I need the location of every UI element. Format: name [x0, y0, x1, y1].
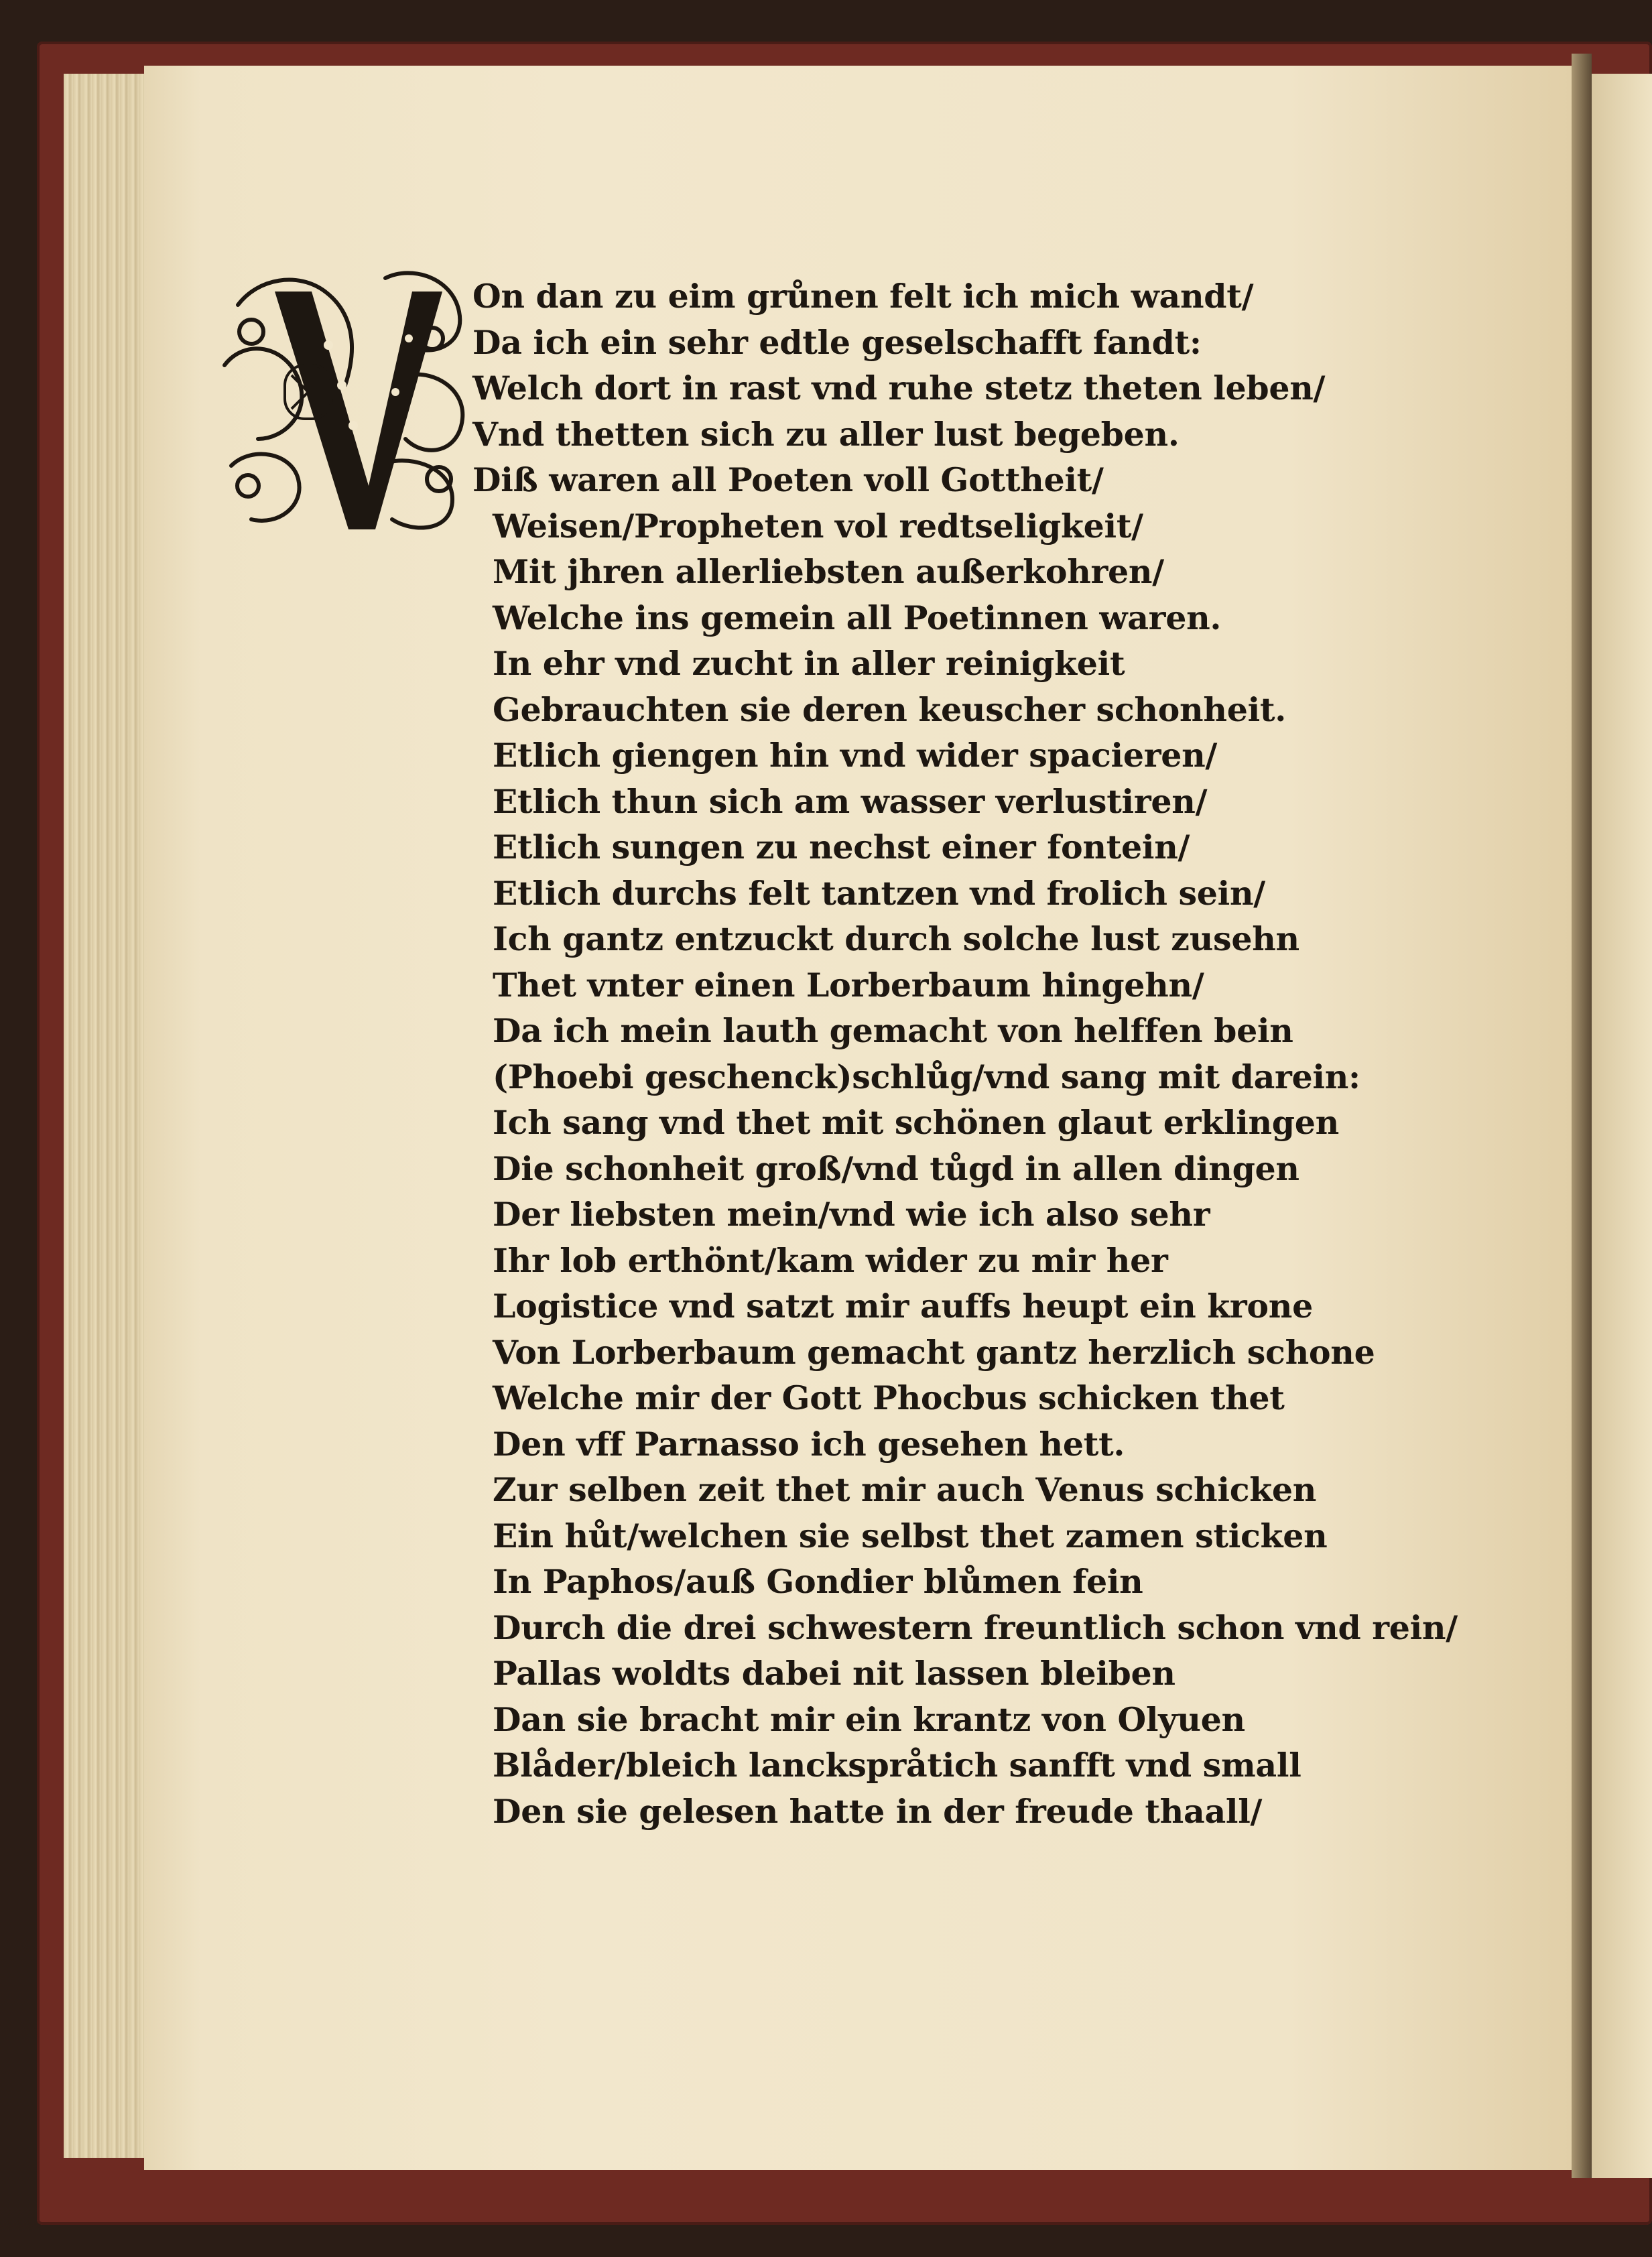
text-line: Weisen/Propheten vol redtseligkeit/: [493, 506, 1143, 545]
text-line: Ihr lob erthönt/kam wider zu mir her: [493, 1240, 1168, 1280]
text-line: Durch die drei schwestern freuntlich schon vnd rein/: [493, 1608, 1458, 1647]
facing-page-edge: [1592, 74, 1652, 2178]
text-line: Vnd thetten sich zu aller lust begeben.: [472, 414, 1180, 454]
text-line: Von Lorberbaum gemacht gantz herzlich schone: [493, 1332, 1375, 1372]
text-line: In Paphos/auß Gondier blůmen fein: [493, 1562, 1143, 1601]
text-line: (Phoebi geschenck)schlůg/vnd sang mit darein:: [493, 1057, 1360, 1096]
text-line: Den vff Parnasso ich gesehen hett.: [493, 1424, 1125, 1464]
text-line: Diß waren all Poeten voll Gottheit/: [472, 460, 1104, 499]
text-line: Thet vnter einen Lorberbaum hingehn/: [493, 965, 1204, 1005]
text-line: Etlich sungen zu nechst einer fontein/: [493, 828, 1190, 866]
text-line: Welche mir der Gott Phocbus schicken thet: [493, 1378, 1285, 1417]
text-line: Die schonheit groß/vnd tůgd in allen dingen: [493, 1149, 1299, 1188]
text-line: Welch dort in rast vnd ruhe stetz theten leben/: [472, 369, 1326, 407]
book-gutter: [1572, 54, 1592, 2178]
text-line: Da ich ein sehr edtle geselschafft fandt:: [472, 322, 1202, 362]
text-line: Ich sang vnd thet mit schönen glaut erklingen: [493, 1103, 1339, 1142]
poem-text: [472, 273, 1458, 1834]
decorated-initial-v: [211, 265, 479, 538]
text-line: Blåder/bleich lanckspråtich sanfft vnd small: [493, 1746, 1301, 1785]
text-line: Den sie gelesen hatte in der freude thaall/: [493, 1791, 1263, 1831]
text-line: Pallas woldts dabei nit lassen bleiben: [493, 1654, 1176, 1693]
text-line: Etlich durchs felt tantzen vnd frolich sein/: [493, 873, 1265, 913]
text-line: Welche ins gemein all Poetinnen waren.: [493, 598, 1222, 637]
text-line: Dan sie bracht mir ein krantz von Olyuen: [493, 1699, 1245, 1739]
text-line: Zur selben zeit thet mir auch Venus schicken: [493, 1470, 1317, 1509]
text-line: Da ich mein lauth gemacht von helffen bein: [493, 1011, 1293, 1050]
page-edges: [64, 74, 157, 2158]
text-line: Etlich giengen hin vnd wider spacieren/: [493, 736, 1218, 775]
text-line: Mit jhren allerliebsten außerkohren/: [493, 552, 1164, 591]
text-line: Ich gantz entzuckt durch solche lust zusehn: [493, 919, 1299, 958]
text-line: Der liebsten mein/vnd wie ich also sehr: [493, 1195, 1210, 1234]
text-line: Etlich thun sich am wasser verlustiren/: [493, 781, 1208, 821]
text-line: In ehr vnd zucht in aller reinigkeit: [493, 644, 1125, 683]
text-line: On dan zu eim grůnen felt ich mich wandt/: [472, 277, 1254, 316]
text-line: Ein hůt/welchen sie selbst thet zamen sticken: [493, 1516, 1328, 1555]
text-line: Gebrauchten sie deren keuscher schonheit.: [493, 690, 1286, 729]
text-line: Logistice vnd satzt mir auffs heupt ein krone: [493, 1287, 1313, 1326]
